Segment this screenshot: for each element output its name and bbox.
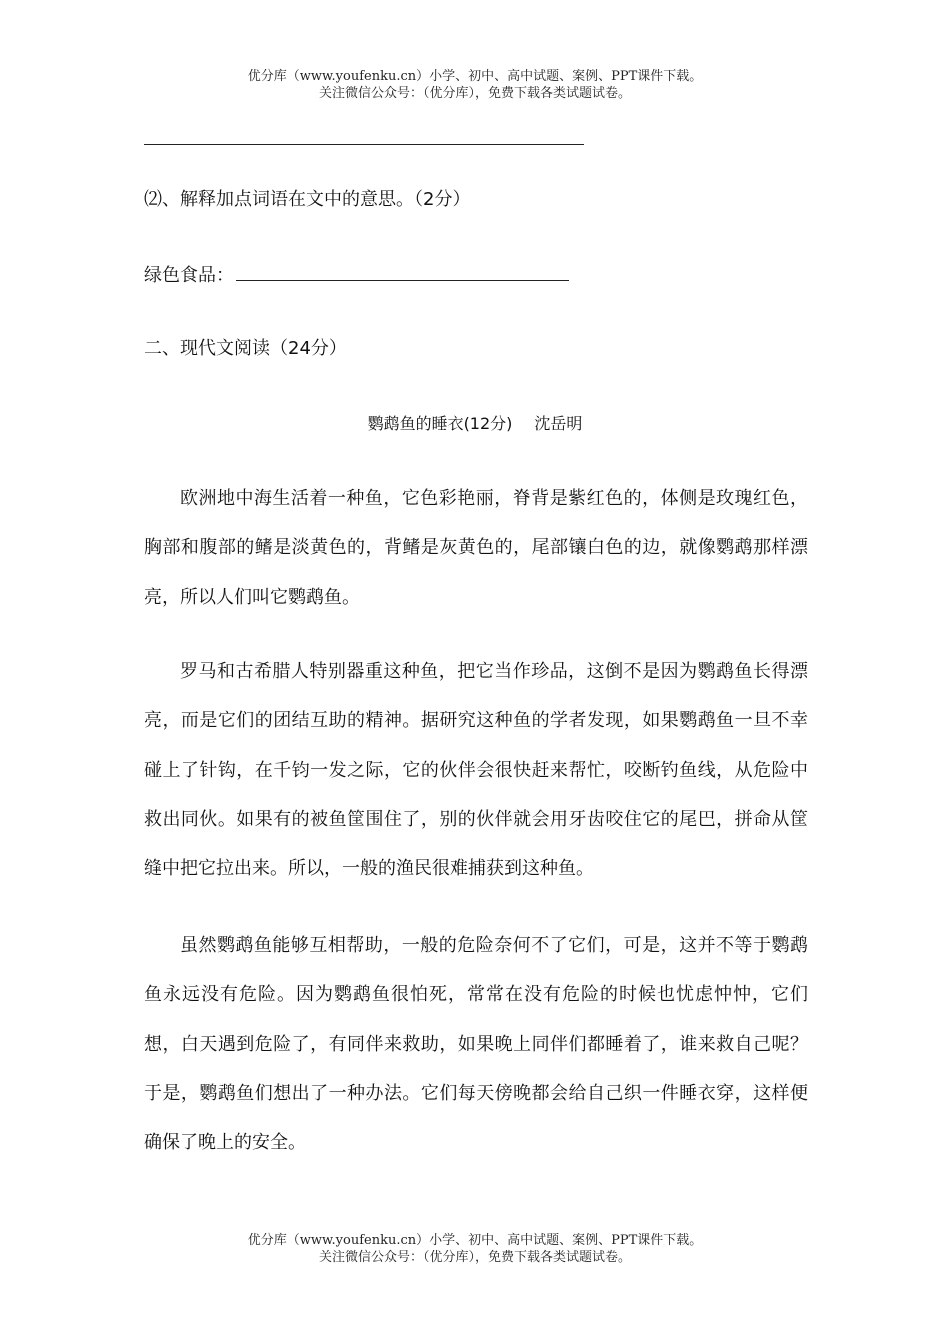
article-title: 鹦鹉鱼的睡衣(12分)	[367, 414, 513, 433]
page-header	[0, 68, 950, 102]
page-footer	[0, 1232, 950, 1266]
article-paragraph-2: 罗马和古希腊人特别器重这种鱼，把它当作珍品，这倒不是因为鹦鹉鱼长得漂亮，而是它们的团结互助的精神。据研究这种鱼的学者发现，如果鹦鹉鱼一旦不幸碰上了针钩，在千钧一发之际，它的伙伴会很快赶来帮忙，咬断钓鱼线，从危险中救出同伙。如果有的被鱼筐围住了，别的伙伴就会用牙齿咬住它的尾巴，拼命从筐缝中把它拉出来。所以，一般的渔民很难捕获到这种鱼。	[144, 661, 808, 880]
article-paragraph-1: 欧洲地中海生活着一种鱼，它色彩艳丽，脊背是紫红色的，体侧是玫瑰红色，胸部和腹部的鳍是淡黄色的，背鳍是灰黄色的，尾部镶白色的边，就像鹦鹉那样漂亮，所以人们叫它鹦鹉鱼。	[144, 488, 808, 608]
footer-line-2: 关注微信公众号：（优分库），免费下载各类试题试卷。	[318, 1250, 631, 1265]
footer-line-1: 优分库（www.youfenku.cn）小学、初中、高中试题、案例、PPT课件下载。	[247, 1233, 703, 1248]
header-line-2: 关注微信公众号：（优分库），免费下载各类试题试卷。	[318, 86, 631, 101]
article-author: 沈岳明	[534, 414, 583, 433]
article-paragraph-3: 虽然鹦鹉鱼能够互相帮助，一般的危险奈何不了它们，可是，这并不等于鹦鹉鱼永远没有危险。因为鹦鹉鱼很怕死，常常在没有危险的时候也忧虑忡忡，它们想，白天遇到危险了，有同伴来救助，如果晚上同伴们都睡着了，谁来救自己呢？于是，鹦鹉鱼们想出了一种办法。它们每天傍晚都会给自己织一件睡衣穿，这样便确保了晚上的安全。	[144, 935, 808, 1154]
answer-line	[144, 144, 584, 145]
answer-blank[interactable]	[236, 262, 569, 281]
header-line-1: 优分库（www.youfenku.cn）小学、初中、高中试题、案例、PPT课件下载。	[247, 69, 703, 84]
article-title-block	[0, 412, 950, 436]
term-label: 绿色食品：	[144, 265, 234, 286]
question-2-term	[144, 262, 569, 288]
question-2-prompt: ⑵、解释加点词语在文中的意思。（2分）	[144, 189, 471, 210]
section-heading: 二、现代文阅读（24分）	[144, 338, 347, 359]
